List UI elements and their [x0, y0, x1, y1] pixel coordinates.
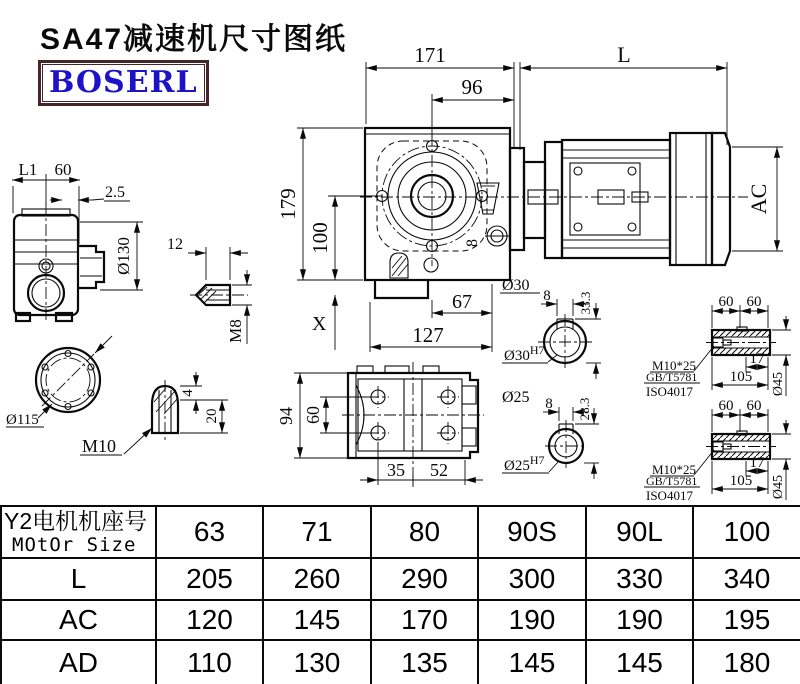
value-cell: 110 — [156, 640, 263, 684]
dim-94: 94 — [276, 407, 296, 425]
dim-60a-2: 60 — [718, 398, 734, 414]
value-cell: 300 — [478, 558, 586, 600]
side-view — [12, 160, 143, 322]
motor-size-table — [0, 505, 800, 684]
bottom-view — [276, 362, 484, 487]
label-dia30: Ø30 — [502, 277, 530, 294]
size-cell: 80 — [371, 506, 478, 558]
dim-L: L — [617, 42, 631, 67]
dim-dia45-2: Ø45 — [771, 474, 786, 500]
table-row-AD — [1, 640, 800, 684]
dim-AC: AC — [746, 183, 771, 215]
label-dia25H7: $Ø25^{H7}$ — [504, 453, 545, 474]
motor-size-header-cn: Y2电机机座号 — [4, 507, 148, 534]
dim-35: 35 — [387, 460, 405, 480]
table-row-L — [1, 558, 800, 600]
dim-17-1: 17 — [749, 351, 765, 367]
dim-dia130: Ø130 — [114, 237, 133, 275]
table-row-AC — [1, 600, 800, 640]
motor-size-header-cell — [1, 506, 156, 558]
size-cell: 63 — [156, 506, 263, 558]
value-cell: 120 — [156, 600, 263, 640]
dim-4: 4 — [180, 389, 196, 397]
size-cell: 100 — [693, 506, 800, 558]
dim-171: 171 — [414, 43, 446, 67]
label-std2-2: ISO4017 — [646, 488, 693, 503]
row-label: L — [1, 558, 156, 600]
dim-67: 67 — [452, 291, 472, 313]
value-cell: 205 — [156, 558, 263, 600]
label-bolt-1: M10*25 — [652, 358, 697, 373]
size-cell: 71 — [263, 506, 371, 558]
dim-key8-25: 8 — [545, 396, 553, 412]
dim-17-2: 17 — [749, 455, 765, 471]
value-cell: 145 — [478, 640, 586, 684]
bore-section-25 — [502, 389, 599, 479]
dim-127: 127 — [412, 323, 444, 347]
dim-100: 100 — [308, 222, 332, 254]
label-M8: M8 — [226, 319, 245, 343]
dim-key8-30: 8 — [543, 288, 551, 304]
row-label: AC — [1, 600, 156, 640]
m8-plug-detail — [167, 236, 252, 344]
value-cell: 145 — [263, 600, 371, 640]
value-cell: 260 — [263, 558, 371, 600]
label-std2-1: ISO4017 — [646, 384, 693, 399]
value-cell: 170 — [371, 600, 478, 640]
value-cell: 290 — [371, 558, 478, 600]
table-row-header — [1, 506, 800, 558]
size-cell: 90L — [586, 506, 693, 558]
value-cell: 340 — [693, 558, 800, 600]
label-std1-2: GB/T5781 — [646, 474, 698, 488]
value-cell: 190 — [478, 600, 586, 640]
value-cell: 180 — [693, 640, 800, 684]
motor-size-header-en: MOtOr Size — [12, 533, 137, 556]
dim-60b-1: 60 — [746, 294, 762, 310]
dim-60-side: 60 — [54, 160, 72, 179]
dim-96: 96 — [461, 75, 483, 99]
dim-60b-2: 60 — [746, 398, 762, 414]
dim-105-1: 105 — [729, 369, 753, 385]
brand-logo-text: BOSERL — [49, 65, 198, 100]
shaft-detail-1 — [644, 294, 791, 399]
flange-view — [6, 336, 112, 428]
page-title: SA47减速机尺寸图纸 — [40, 23, 348, 56]
dim-plug-8: 8 — [464, 239, 481, 247]
dim-depth-283: 28.3 — [577, 397, 592, 421]
dim-dia45-1: Ø45 — [771, 371, 786, 397]
front-view — [276, 42, 783, 352]
value-cell: 330 — [586, 558, 693, 600]
label-std1-1: GB/T5781 — [646, 370, 698, 384]
dim-12: 12 — [167, 236, 183, 253]
dim-60-bottom: 60 — [303, 406, 323, 424]
dim-179: 179 — [276, 188, 300, 220]
bore-section-30 — [502, 288, 601, 379]
label-M10: M10 — [82, 436, 117, 456]
value-cell: 195 — [693, 600, 800, 640]
label-dia25: Ø25 — [502, 389, 530, 406]
dim-L1: L1 — [18, 160, 38, 179]
dim-depth-333: 33.3 — [578, 291, 593, 315]
value-cell: 135 — [371, 640, 478, 684]
size-cell: 90S — [478, 506, 586, 558]
shaft-detail-2 — [644, 398, 791, 503]
dim-dia115: Ø115 — [6, 412, 39, 428]
dim-105-2: 105 — [729, 473, 753, 489]
dim-20: 20 — [204, 408, 220, 424]
dim-X: X — [312, 313, 327, 335]
dim-2_5: 2.5 — [105, 184, 125, 201]
value-cell: 190 — [586, 600, 693, 640]
dim-60a-1: 60 — [718, 294, 734, 310]
dim-52: 52 — [430, 460, 448, 480]
row-label: AD — [1, 640, 156, 684]
value-cell: 130 — [263, 640, 371, 684]
value-cell: 145 — [586, 640, 693, 684]
label-bolt-2: M10*25 — [652, 462, 697, 477]
m10-stud-detail — [80, 372, 228, 456]
label-dia30H7: $Ø30^{H7}$ — [504, 343, 545, 364]
